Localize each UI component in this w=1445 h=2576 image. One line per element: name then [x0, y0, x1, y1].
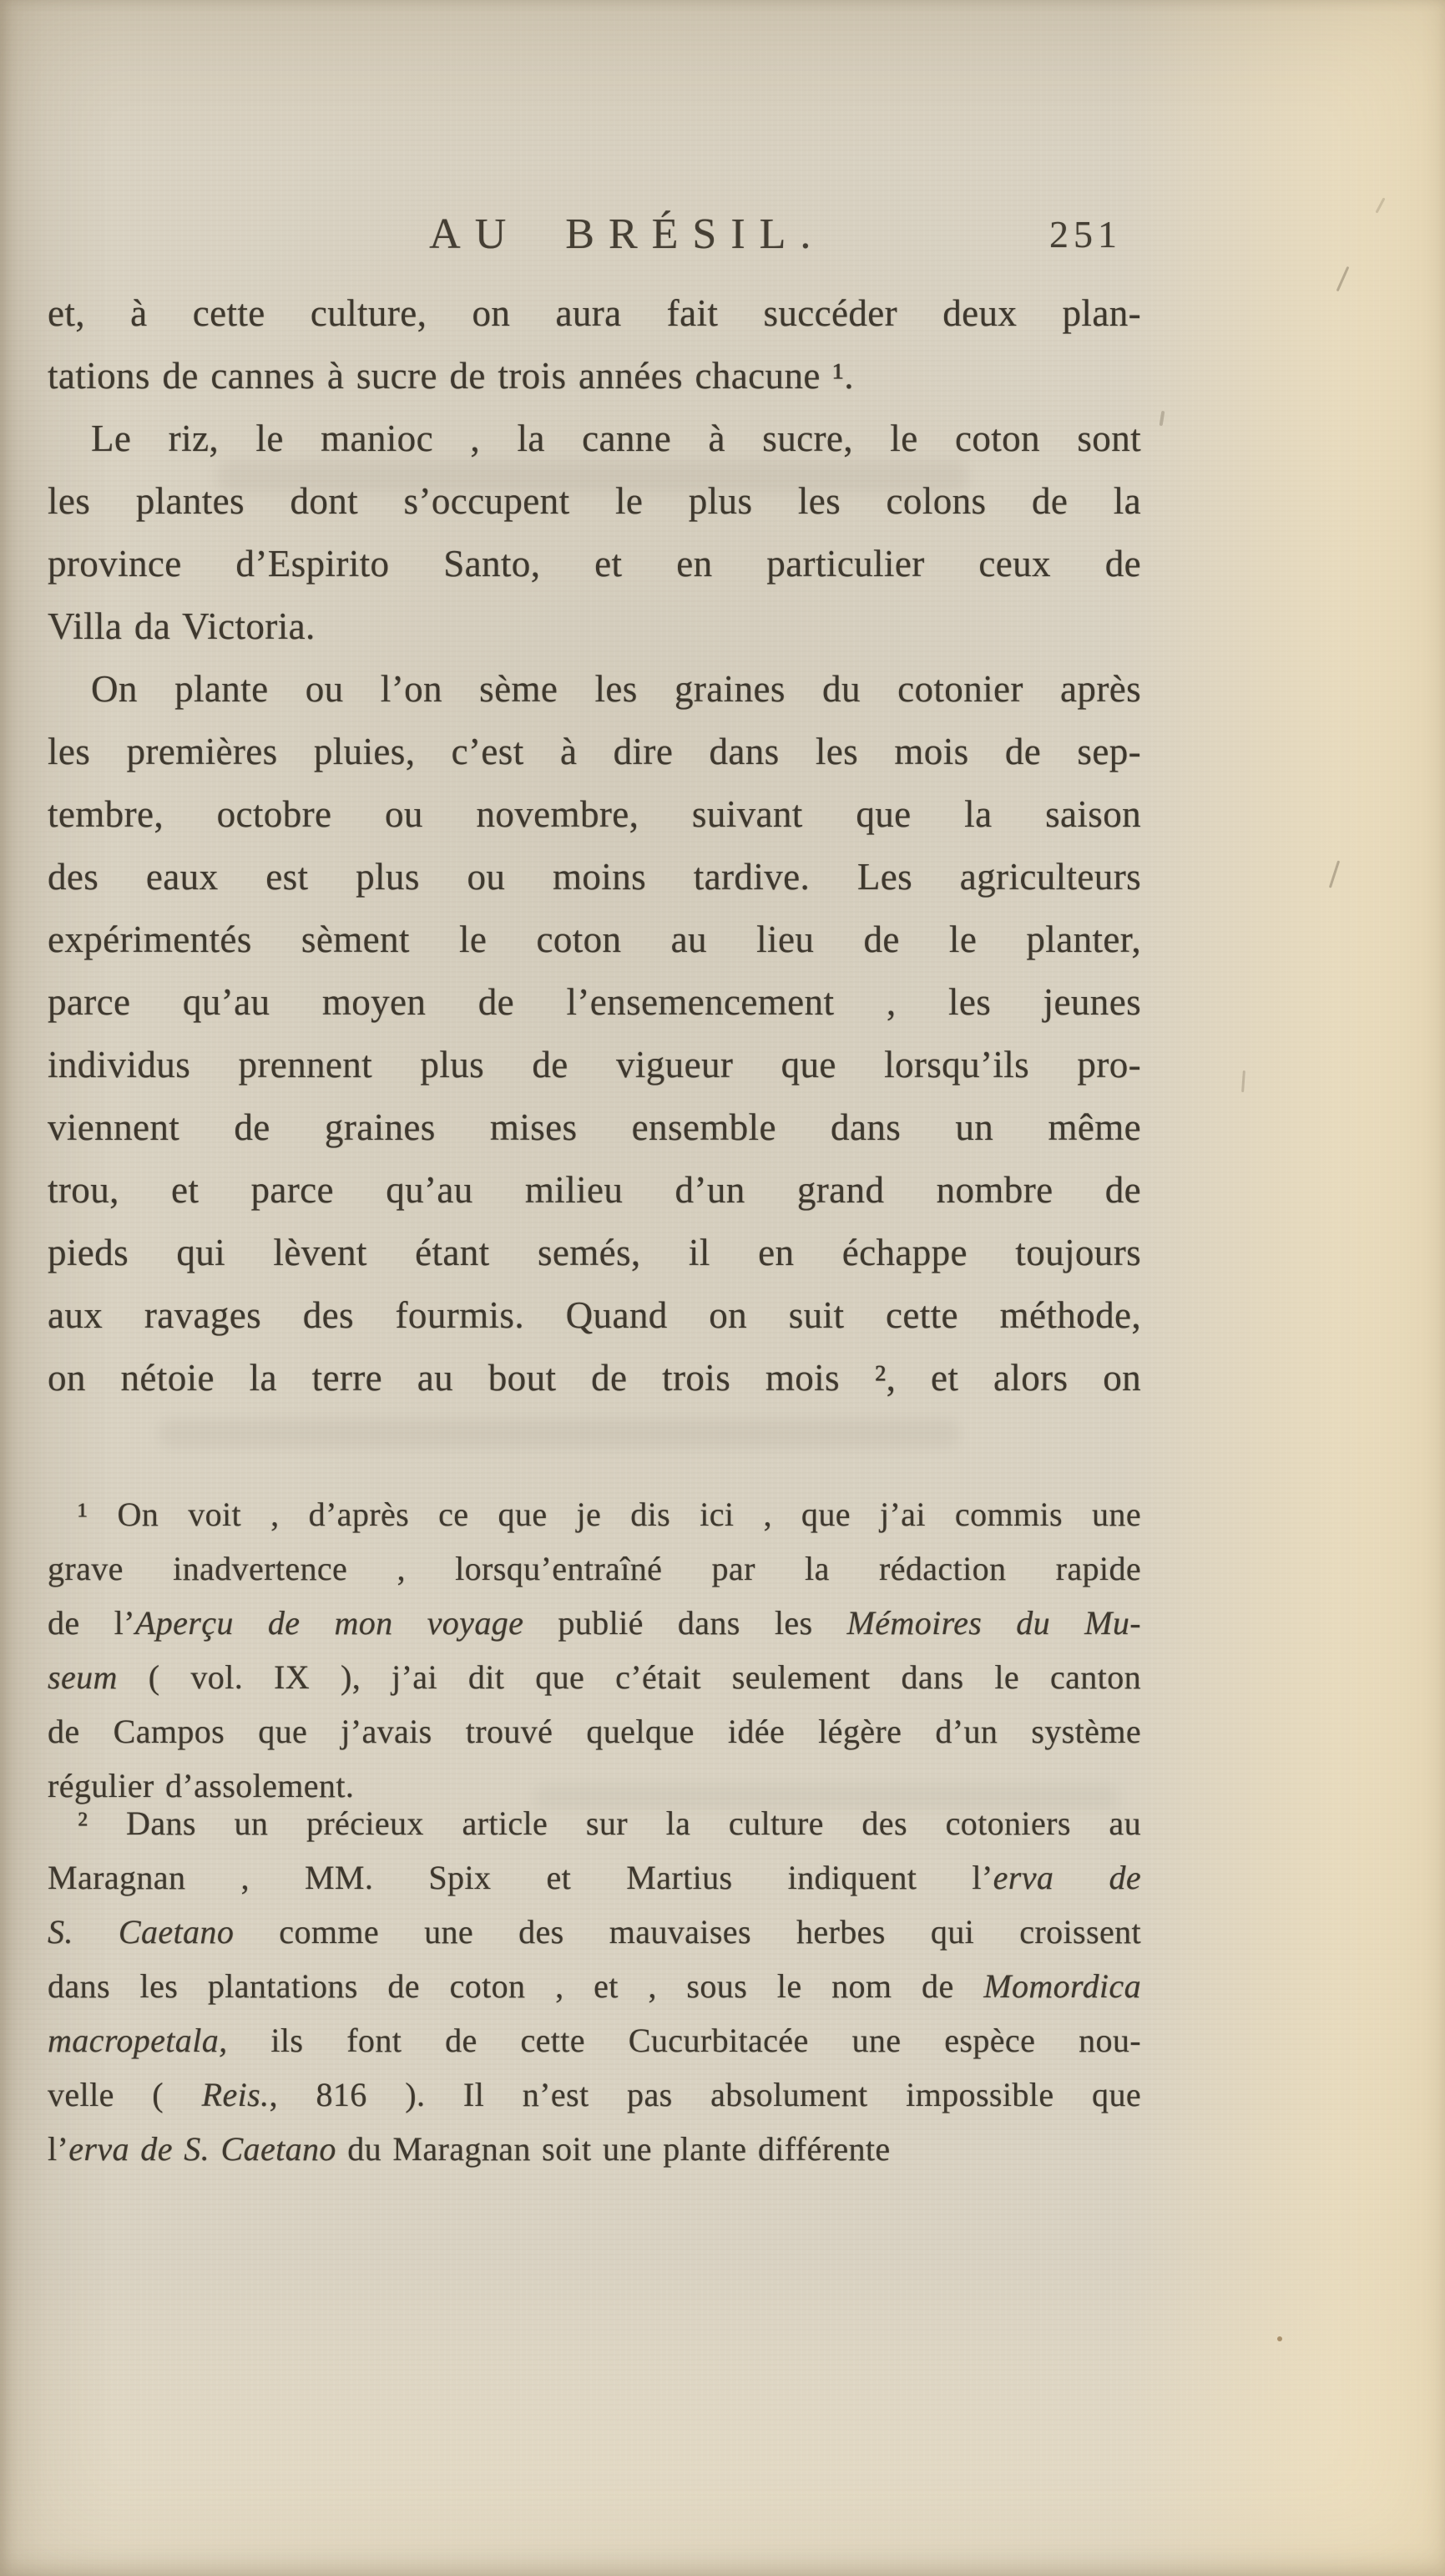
text-segment: les plantes dont s’occupent le plus les colons de la: [48, 480, 1141, 522]
text-segment: on nétoie la terre au bout de trois mois ², et alors on: [48, 1357, 1141, 1399]
text-line: [48, 533, 1141, 595]
italic-text-segment: S. Caetano: [48, 1913, 235, 1951]
text-segment: ils font de cette Cucurbitacée une espèce nou-: [227, 2022, 1141, 2059]
text-line: [48, 282, 1141, 345]
running-title: AU BRÉSIL.: [429, 210, 826, 258]
page-number: 251: [1049, 213, 1122, 256]
text-line: [48, 1704, 1141, 1759]
text-segment: ² Dans un précieux article sur la culture des cotoniers au: [78, 1804, 1141, 1842]
text-line: [48, 1096, 1141, 1159]
italic-text-segment: macropetala,: [48, 2022, 228, 2059]
text-line: [48, 407, 1141, 470]
text-line: [48, 721, 1141, 783]
text-segment: velle (: [48, 2076, 202, 2113]
italic-text-segment: erva de S. Caetano: [68, 2130, 336, 2168]
text-segment: publié dans les: [523, 1604, 847, 1642]
italic-text-segment: Aperçu de mon voyage: [134, 1604, 524, 1642]
text-segment: régulier d’assolement.: [48, 1767, 355, 1804]
text-segment: pieds qui lèvent étant semés, il en échappe toujours: [48, 1232, 1141, 1273]
paragraph: [48, 407, 1141, 658]
text-segment: dans les plantations de coton , et , sous le nom de: [48, 1967, 984, 2005]
scan-artifact: [1241, 1070, 1245, 1092]
text-line: [48, 971, 1141, 1034]
text-line: [48, 595, 1141, 658]
text-line: [48, 846, 1141, 908]
text-segment: On plante ou l’on sème les graines du cotonier après: [91, 668, 1141, 710]
paragraph: [48, 282, 1141, 407]
text-line: [48, 908, 1141, 971]
text-line: [48, 1850, 1141, 1905]
text-segment: l’: [48, 2130, 69, 2168]
text-line: [48, 2067, 1141, 2122]
text-line: [48, 470, 1141, 533]
text-segment: ( vol. IX ), j’ai dit que c’était seulement dans le canton: [117, 1658, 1141, 1696]
scan-artifact: [1277, 2336, 1282, 2341]
text-line: [48, 1222, 1141, 1284]
text-line: [48, 2013, 1141, 2067]
text-segment: parce qu’au moyen de l’ensemencement , les jeunes: [48, 981, 1141, 1023]
text-segment: trou, et parce qu’au milieu d’un grand nombre de: [48, 1169, 1141, 1211]
paragraph: [48, 658, 1141, 1409]
text-line: [48, 345, 1141, 407]
text-segment: de Campos que j’avais trouvé quelque idée légère d’un système: [48, 1713, 1141, 1750]
show-through-smudge: [159, 1420, 960, 1448]
scan-artifact: [1375, 197, 1385, 213]
paragraph: [48, 1796, 1141, 2176]
text-segment: des eaux est plus ou moins tardive. Les agriculteurs: [48, 856, 1141, 898]
text-line: [48, 1905, 1141, 1959]
text-segment: province d’Espirito Santo, et en particulier ceux de: [48, 543, 1141, 585]
text-segment: de l’: [48, 1604, 135, 1642]
text-segment: tations de cannes à sucre de trois années chacune ¹.: [48, 355, 854, 397]
text-segment: et, à cette culture, on aura fait succéder deux plan-: [48, 292, 1141, 334]
text-segment: , 816 ). Il n’est pas absolument impossible que: [269, 2076, 1141, 2113]
text-segment: Villa da Victoria.: [48, 605, 316, 647]
italic-text-segment: Momordica: [983, 1967, 1141, 2005]
text-segment: individus prennent plus de vigueur que lorsqu’ils pro-: [48, 1044, 1141, 1086]
text-line: [48, 1347, 1141, 1409]
text-segment: du Maragnan soit une plante différente: [336, 2130, 891, 2168]
text-segment: les premières pluies, c’est à dire dans les mois de sep-: [48, 731, 1141, 772]
text-segment: expérimentés sèment le coton au lieu de le planter,: [48, 919, 1141, 960]
scan-artifact: [1329, 860, 1340, 888]
text-segment: comme une des mauvaises herbes qui croissent: [234, 1913, 1142, 1951]
text-segment: Le riz, le manioc , la canne à sucre, le coton sont: [91, 418, 1141, 459]
text-line: [48, 1487, 1141, 1541]
page-header: [48, 209, 1141, 261]
text-segment: aux ravages des fourmis. Quand on suit cette méthode,: [48, 1294, 1141, 1336]
text-line: [48, 2122, 1141, 2176]
text-line: [48, 1284, 1141, 1347]
scan-artifact: [1336, 266, 1350, 291]
text-line: [48, 783, 1141, 846]
italic-text-segment: erva de: [993, 1859, 1141, 1896]
scan-artifact: [1160, 411, 1165, 426]
text-line: [48, 1159, 1141, 1222]
footnotes: [48, 1487, 1141, 2176]
italic-text-segment: seum: [48, 1658, 118, 1696]
text-segment: Maragnan , MM. Spix et Martius indiquent l’: [48, 1859, 993, 1896]
text-line: [48, 658, 1141, 721]
text-line: [48, 1596, 1141, 1650]
text-line: [48, 1034, 1141, 1096]
text-line: [48, 1796, 1141, 1850]
text-segment: viennent de graines mises ensemble dans un même: [48, 1106, 1141, 1148]
text-line: [48, 1541, 1141, 1596]
text-segment: tembre, octobre ou novembre, suivant que la saison: [48, 793, 1141, 835]
text-segment: grave inadvertence , lorsqu’entraîné par la rédaction rapide: [48, 1550, 1141, 1587]
italic-text-segment: Mémoires du Mu-: [846, 1604, 1141, 1642]
text-line: [48, 1650, 1141, 1704]
italic-text-segment: Reis.: [201, 2076, 270, 2113]
body-text: [48, 282, 1141, 1409]
text-segment: ¹ On voit , d’après ce que je dis ici , que j’ai commis une: [78, 1495, 1141, 1533]
text-line: [48, 1959, 1141, 2013]
paragraph: [48, 1487, 1141, 1813]
